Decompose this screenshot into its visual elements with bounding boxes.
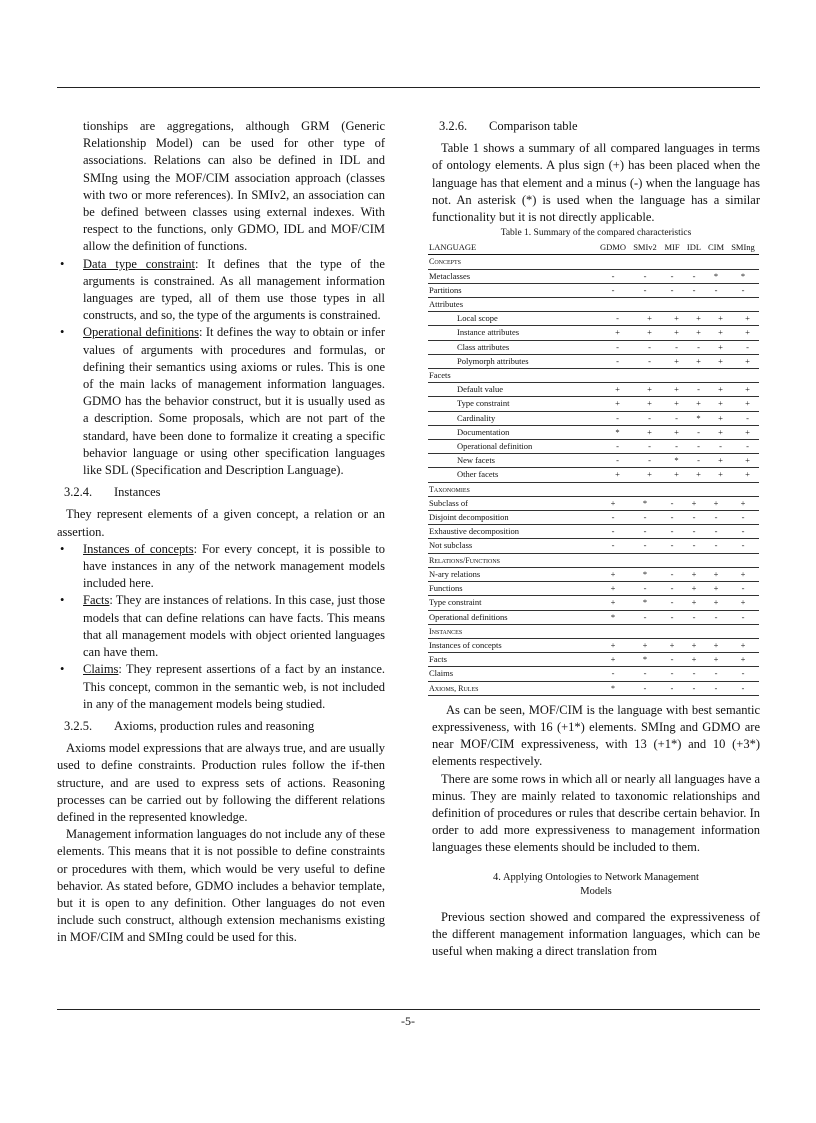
table-cell: + — [683, 567, 705, 581]
row-label: Default value — [428, 383, 597, 397]
table-cell: * — [629, 567, 661, 581]
table-cell: + — [661, 468, 683, 482]
column-header: SMIng — [727, 241, 759, 255]
table-cell: - — [661, 681, 683, 695]
table-row — [428, 667, 759, 681]
table-cell — [705, 369, 727, 383]
table-cell — [705, 298, 727, 312]
table-cell: + — [727, 653, 759, 667]
section-heading-4: 4. Applying Ontologies to Network Management Models — [493, 871, 699, 897]
table-cell — [683, 369, 705, 383]
top-rule — [57, 87, 760, 88]
table-cell: - — [661, 440, 683, 454]
bottom-rule — [57, 1009, 760, 1010]
table-cell: - — [597, 511, 629, 525]
table-cell — [705, 255, 727, 269]
section-heading-3-2-4: 3.2.4. Instances — [64, 485, 161, 500]
table-cell: + — [727, 496, 759, 510]
table-cell: - — [705, 283, 727, 297]
column-header: MIF — [661, 241, 683, 255]
table-cell: + — [629, 383, 661, 397]
table-row — [428, 425, 759, 439]
table-cell: - — [629, 340, 661, 354]
table-cell — [727, 369, 759, 383]
table-row — [428, 525, 759, 539]
table-cell: + — [705, 567, 727, 581]
table-cell — [629, 255, 661, 269]
table-cell: * — [597, 681, 629, 695]
table-cell: + — [727, 326, 759, 340]
table-cell: - — [629, 283, 661, 297]
table-cell: + — [683, 354, 705, 368]
table-row — [428, 397, 759, 411]
table-cell: + — [705, 468, 727, 482]
table-cell: - — [727, 610, 759, 624]
row-label: Other facets — [428, 468, 597, 482]
row-label: Operational definitions — [428, 610, 597, 624]
table-cell: - — [661, 496, 683, 510]
table-cell: + — [683, 653, 705, 667]
row-label: Local scope — [428, 312, 597, 326]
paragraph-management-languages: Management information languages do not include any of these elements. This means that it is not possible to define constraints or procedures with them, which would be very useful to define behavior. As stated before, GDMO includes a behavior template, but it is open to any definition. Other languages do not even include such construct, although extension mechanisms existing in MOF/CIM and SMIng could be used for this. — [57, 827, 385, 945]
table-cell: + — [727, 425, 759, 439]
table-cell: + — [683, 397, 705, 411]
table-cell — [597, 624, 629, 638]
table-cell: - — [661, 582, 683, 596]
table-section-row — [428, 482, 759, 496]
table-row — [428, 383, 759, 397]
table-cell: * — [597, 425, 629, 439]
row-label: Cardinality — [428, 411, 597, 425]
row-label: New facets — [428, 454, 597, 468]
table-cell: - — [629, 525, 661, 539]
table-cell: + — [705, 496, 727, 510]
list-item — [57, 541, 385, 593]
paragraph-minus-rows: There are some rows in which all or nearly all languages have a minus. They are mainly related to taxonomic relationships and definition of procedures or rules that describe certain behavior. In order to add more expressiveness to management information languages these elements should be included to them. — [432, 771, 760, 855]
table-cell: + — [727, 638, 759, 652]
table-section-row — [428, 624, 759, 638]
table-cell — [597, 298, 629, 312]
table-cell: * — [683, 411, 705, 425]
list-item — [57, 256, 385, 325]
table-cell: + — [727, 567, 759, 581]
list-item — [57, 324, 385, 479]
table-row — [428, 440, 759, 454]
table-caption: Table 1. Summary of the compared characteristics — [500, 228, 692, 239]
table-cell: - — [727, 582, 759, 596]
table-cell: + — [705, 653, 727, 667]
table-cell: - — [705, 610, 727, 624]
term-text: : They are instances of relations. In this case, just those models that can define relations can have facts. This means that all management models with object oriented languages can have them. — [83, 593, 385, 660]
table-cell — [629, 553, 661, 567]
paragraph-comparison: Table 1 shows a summary of all compared languages in terms of ontology elements. A plus sign (+) has been placed when the language has that element and a minus (-) when the language has not. An asterisk (*) is used when the language has a similar functionality but it is not directly applicable. — [432, 141, 760, 225]
table-cell: - — [629, 411, 661, 425]
table-cell: - — [683, 525, 705, 539]
table-cell: + — [705, 582, 727, 596]
table-cell: - — [629, 667, 661, 681]
row-label: Functions — [428, 582, 597, 596]
table-row — [428, 596, 759, 610]
table-cell — [629, 298, 661, 312]
table-row — [428, 340, 759, 354]
table-cell — [629, 482, 661, 496]
table-cell: - — [661, 653, 683, 667]
table-cell — [683, 298, 705, 312]
row-label: Relations/Functions — [428, 553, 597, 567]
row-label: Subclass of — [428, 496, 597, 510]
table-cell: - — [597, 411, 629, 425]
table-cell — [597, 255, 629, 269]
table-cell: - — [727, 681, 759, 695]
table-cell: - — [683, 667, 705, 681]
paragraph-results: As can be seen, MOF/CIM is the language with best semantic expressiveness, with 16 (+1*) elements. SMIng and GDMO are near MOF/CIM expressiveness, with 13 (+1*) and 10 (+3*) elements respectively. — [432, 702, 760, 769]
table-cell: - — [661, 596, 683, 610]
table-cell — [629, 624, 661, 638]
table-cell: - — [727, 539, 759, 553]
table-cell — [727, 553, 759, 567]
table-cell: - — [661, 667, 683, 681]
table-cell: + — [597, 326, 629, 340]
row-label: Claims — [428, 667, 597, 681]
row-label: Taxonomies — [428, 482, 597, 496]
table-cell: * — [661, 454, 683, 468]
term-text: : It defines that the type of the arguments is constrained. As all management information languages are typed, all of them use those types in all constructs, and so, the type of the arguments is constrained. — [83, 256, 385, 323]
table-cell: * — [727, 269, 759, 283]
term-text: : For every concept, it is possible to have instances in any of the network management models included here. — [83, 541, 385, 591]
table-cell: + — [683, 496, 705, 510]
table-cell: - — [597, 440, 629, 454]
table-cell: + — [727, 397, 759, 411]
table-cell: + — [661, 638, 683, 652]
row-label: Facts — [428, 653, 597, 667]
bullet-icon: • — [60, 593, 65, 608]
table-row — [428, 283, 759, 297]
row-label: Partitions — [428, 283, 597, 297]
table-cell: - — [683, 539, 705, 553]
column-header: IDL — [683, 241, 705, 255]
table-cell: + — [727, 468, 759, 482]
table-cell: + — [727, 383, 759, 397]
table-cell — [597, 482, 629, 496]
column-header: CIM — [705, 241, 727, 255]
table-cell: + — [705, 397, 727, 411]
table-cell: - — [597, 525, 629, 539]
table-cell: - — [597, 354, 629, 368]
table-cell: - — [683, 269, 705, 283]
table-cell: + — [705, 326, 727, 340]
list-item — [57, 661, 385, 713]
table-cell: + — [705, 383, 727, 397]
table-cell — [683, 482, 705, 496]
table-cell: - — [661, 340, 683, 354]
table-cell: - — [661, 610, 683, 624]
row-label: Attributes — [428, 298, 597, 312]
table-row — [428, 312, 759, 326]
term-text: : It defines the way to obtain or infer values of arguments with procedures and formulas, or defining their semantics using axioms or rules. This is one of the main lacks of management information languages. GDMO has the behavior construct, but it is usually used as a description. Some proposals, which are not part of the standard, have been done to formalize it creating a specific behavior language or using other specification languages like SDL (Specification and Description Language). — [83, 325, 385, 478]
table-cell: - — [597, 340, 629, 354]
term-text: : They represent assertions of a fact by an instance. This concept, common in the semantic web, is not included in any of the management models being studied. — [83, 662, 385, 711]
bullet-icon: • — [60, 325, 65, 340]
table-cell: + — [683, 312, 705, 326]
table-cell: - — [661, 269, 683, 283]
paragraph-relations-continued: tionships are aggregations, although GRM (Generic Relationship Model) can be used for other type of associations. Relations can also be defined in IDL and SMIng using the MOF/CIM association approach (classes with two or more references). In SMIv2, an association can be defined between classes using external indexes. With respect to the functions, only GDMO, IDL and MOF/CIM allow the definition of functions. — [83, 119, 385, 254]
table-cell: - — [629, 539, 661, 553]
table-cell: + — [597, 383, 629, 397]
table-cell — [683, 553, 705, 567]
table-cell: + — [661, 354, 683, 368]
table-cell: + — [629, 638, 661, 652]
row-label: Exhaustive decomposition — [428, 525, 597, 539]
table-cell: + — [661, 397, 683, 411]
table-cell — [727, 255, 759, 269]
table-row — [428, 298, 759, 312]
table-cell: - — [683, 440, 705, 454]
table-cell: - — [683, 383, 705, 397]
table-cell: + — [705, 411, 727, 425]
term: Instances of concepts — [83, 541, 194, 556]
term: Operational definitions — [83, 325, 199, 340]
table-cell: + — [597, 567, 629, 581]
table-cell: - — [705, 525, 727, 539]
table-cell — [661, 482, 683, 496]
table-cell — [661, 255, 683, 269]
table-cell — [727, 482, 759, 496]
table-cell: - — [597, 454, 629, 468]
table-cell: + — [597, 653, 629, 667]
right-column — [429, 118, 760, 960]
table-row — [428, 468, 759, 482]
table-cell: + — [705, 638, 727, 652]
table-cell: - — [661, 567, 683, 581]
table-cell: - — [629, 511, 661, 525]
table-cell: - — [727, 283, 759, 297]
table-cell: + — [705, 596, 727, 610]
table-row — [428, 638, 759, 652]
row-label: Metaclasses — [428, 269, 597, 283]
table-cell: + — [683, 468, 705, 482]
paragraph-instances: They represent elements of a given concept, a relation or an assertion. — [57, 507, 385, 539]
table-row — [428, 354, 759, 368]
table-cell: - — [705, 511, 727, 525]
row-label: Disjoint decomposition — [428, 511, 597, 525]
table-cell: - — [629, 354, 661, 368]
table-cell — [661, 553, 683, 567]
table-row — [428, 454, 759, 468]
table-row — [428, 582, 759, 596]
table-row — [428, 496, 759, 510]
table-cell: - — [683, 283, 705, 297]
table-cell: - — [683, 511, 705, 525]
table-cell: - — [727, 667, 759, 681]
table-row — [428, 326, 759, 340]
row-label: Documentation — [428, 425, 597, 439]
paragraph-axioms: Axioms model expressions that are always true, and are usually used to define constraints. Production rules follow the if-then structure, and are used to express sets of actions. Reasoning processes can be carried out by following the different relations defined in the represented knowledge. — [57, 741, 385, 824]
table-cell: - — [683, 425, 705, 439]
bullet-icon: • — [60, 662, 65, 677]
table-cell: + — [597, 638, 629, 652]
table-cell: - — [705, 667, 727, 681]
table-cell — [661, 624, 683, 638]
column-header: LANGUAGE — [428, 241, 597, 255]
table-cell: + — [629, 312, 661, 326]
table-cell — [661, 369, 683, 383]
table-cell: - — [661, 411, 683, 425]
table-cell: + — [597, 397, 629, 411]
bullet-list-instances — [57, 541, 385, 713]
table-cell — [661, 298, 683, 312]
table-cell: - — [597, 667, 629, 681]
table-section-row — [428, 255, 759, 269]
table-row — [428, 567, 759, 581]
table-cell: - — [727, 411, 759, 425]
table-cell: + — [705, 354, 727, 368]
table-cell: + — [683, 326, 705, 340]
term: Claims — [83, 662, 119, 677]
row-label: Instance attributes — [428, 326, 597, 340]
table-section-row — [428, 681, 759, 695]
table-cell: - — [683, 454, 705, 468]
table-cell: - — [683, 340, 705, 354]
table-cell — [683, 255, 705, 269]
table-cell: * — [629, 596, 661, 610]
table-cell: + — [683, 582, 705, 596]
table-cell: * — [629, 653, 661, 667]
row-label: Instances of concepts — [428, 638, 597, 652]
table-cell: - — [661, 525, 683, 539]
row-label: Facets — [428, 369, 597, 383]
table-row — [428, 511, 759, 525]
bullet-list-arguments — [57, 256, 385, 480]
term: Data type constraint — [83, 256, 195, 271]
table-cell: + — [597, 468, 629, 482]
table-cell — [597, 553, 629, 567]
table-cell: * — [629, 496, 661, 510]
paragraph-previous-section: Previous section showed and compared the expressiveness of the different management information languages, which can be useful when making a direct translation from — [432, 909, 760, 958]
table-cell: + — [597, 596, 629, 610]
table-cell — [683, 624, 705, 638]
table-cell: + — [727, 596, 759, 610]
table-section-row — [428, 553, 759, 567]
table-cell — [727, 624, 759, 638]
table-row — [428, 411, 759, 425]
row-label: Class attributes — [428, 340, 597, 354]
table-cell: * — [597, 610, 629, 624]
row-label: Axioms, Rules — [428, 681, 597, 695]
table-header-row — [428, 241, 759, 255]
table-row — [428, 610, 759, 624]
table-cell: - — [629, 269, 661, 283]
table-cell: - — [705, 539, 727, 553]
page-number: -5- — [401, 1014, 415, 1028]
table-cell — [705, 624, 727, 638]
table-cell — [597, 369, 629, 383]
table-cell: - — [629, 440, 661, 454]
table-cell — [705, 482, 727, 496]
table-cell: - — [661, 539, 683, 553]
bullet-icon: • — [60, 541, 65, 556]
column-header: GDMO — [597, 241, 629, 255]
section-heading-3-2-6: 3.2.6. Comparison table — [439, 119, 578, 133]
table-cell: - — [597, 312, 629, 326]
row-label: Instances — [428, 624, 597, 638]
table-cell: - — [727, 511, 759, 525]
row-label: N-ary relations — [428, 567, 597, 581]
section-heading-3-2-5: 3.2.5. Axioms, production rules and reasoning — [64, 718, 315, 733]
row-label: Not subclass — [428, 539, 597, 553]
table-cell: - — [705, 440, 727, 454]
table-cell: + — [727, 454, 759, 468]
table-cell: - — [629, 454, 661, 468]
comparison-table — [428, 241, 759, 696]
row-label: Type constraint — [428, 397, 597, 411]
table-cell: - — [597, 539, 629, 553]
table-cell: + — [661, 425, 683, 439]
table-body — [428, 255, 759, 695]
table-cell: - — [629, 610, 661, 624]
table-cell: - — [597, 269, 629, 283]
table-cell — [705, 553, 727, 567]
table-cell: - — [629, 582, 661, 596]
table-cell: - — [705, 681, 727, 695]
table-cell: - — [727, 525, 759, 539]
table-cell: - — [727, 340, 759, 354]
table-row — [428, 539, 759, 553]
row-label: Concepts — [428, 255, 597, 269]
table-cell: + — [597, 496, 629, 510]
list-item — [57, 592, 385, 661]
column-header: SMIv2 — [629, 241, 661, 255]
table-cell: + — [629, 425, 661, 439]
table-cell — [629, 369, 661, 383]
table-cell: + — [629, 468, 661, 482]
table-cell: - — [683, 610, 705, 624]
table-cell: + — [597, 582, 629, 596]
table-cell: + — [705, 340, 727, 354]
term: Facts — [83, 593, 110, 608]
table-cell: + — [629, 397, 661, 411]
bullet-icon: • — [60, 256, 65, 271]
row-label: Polymorph attributes — [428, 354, 597, 368]
table-cell: + — [705, 454, 727, 468]
table-cell: - — [597, 283, 629, 297]
table-cell: + — [661, 326, 683, 340]
table-row — [428, 269, 759, 283]
table-cell: + — [705, 312, 727, 326]
table-cell: * — [705, 269, 727, 283]
table-cell: + — [683, 638, 705, 652]
table-cell: + — [629, 326, 661, 340]
table-cell: + — [727, 312, 759, 326]
table-cell: + — [683, 596, 705, 610]
table-cell: - — [683, 681, 705, 695]
table-cell: + — [661, 312, 683, 326]
table-cell: + — [661, 383, 683, 397]
table-cell: - — [629, 681, 661, 695]
table-cell: + — [705, 425, 727, 439]
table-cell: - — [661, 511, 683, 525]
table-cell: - — [727, 440, 759, 454]
table-row — [428, 653, 759, 667]
table-cell: + — [727, 354, 759, 368]
table-row — [428, 369, 759, 383]
table-cell — [727, 298, 759, 312]
table-cell: - — [661, 283, 683, 297]
row-label: Operational definition — [428, 440, 597, 454]
left-column — [57, 118, 385, 947]
row-label: Type constraint — [428, 596, 597, 610]
